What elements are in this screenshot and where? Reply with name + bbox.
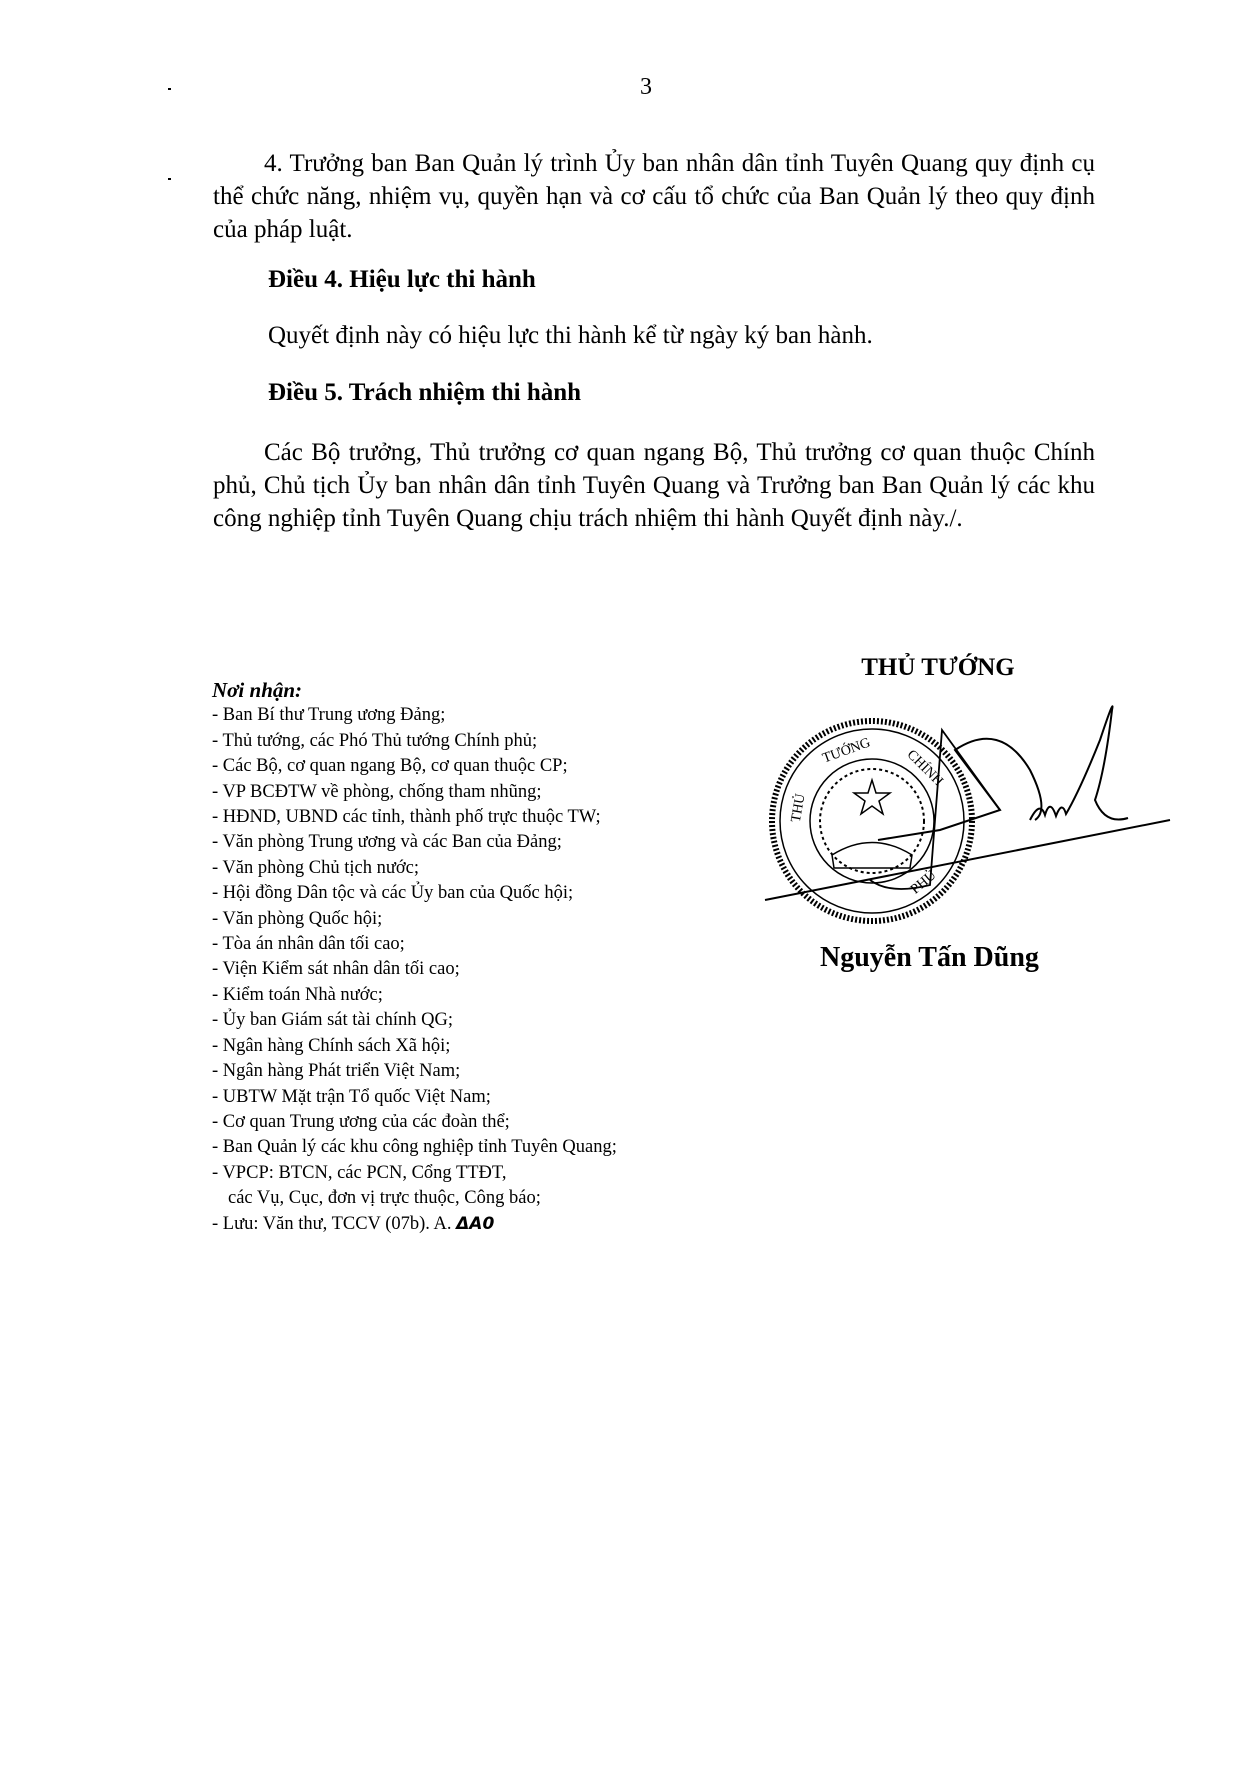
list-item-continuation: các Vụ, Cục, đơn vị trực thuộc, Công báo; [228, 1188, 541, 1209]
list-item: - VP BCĐTW về phòng, chống tham nhũng; [212, 781, 542, 802]
archive-text: - Lưu: Văn thư, TCCV (07b). A. [212, 1213, 452, 1234]
paragraph-item-4 [213, 147, 1095, 246]
svg-text:THỦ: THỦ [788, 792, 809, 824]
list-item: - Cơ quan Trung ương của các đoàn thể; [212, 1111, 510, 1132]
recipients-list [212, 678, 617, 1237]
list-item: - UBTW Mặt trận Tổ quốc Việt Nam; [212, 1086, 491, 1107]
svg-text:TƯỚNG: TƯỚNG [820, 735, 873, 767]
paragraph-text: Các Bộ trưởng, Thủ trưởng cơ quan ngang Bộ, Thủ trưởng cơ quan thuộc Chính phủ, Chủ tịch Ủy ban nhân dân tỉnh Tuyên Quang và Trưởng ban Ban Quản lý các khu công nghiệp tỉnh Tuyên Quang chịu trách nhiệm thi hành Quyết định này./. [213, 439, 1095, 532]
signer-title: THỦ TƯỚNG [861, 654, 1015, 681]
signer-name: Nguyễn Tấn Dũng [820, 942, 1039, 973]
official-seal-and-signature [760, 690, 1180, 955]
list-item: - Hội đồng Dân tộc và các Ủy ban của Quốc hội; [212, 883, 574, 904]
page-number: 3 [640, 74, 652, 100]
handwritten-initials: ΔA0 [456, 1213, 495, 1234]
article-5-paragraph [213, 436, 1095, 535]
list-item: - Văn phòng Trung ương và các Ban của Đảng; [212, 832, 562, 853]
article-4-text: Quyết định này có hiệu lực thi hành kể từ ngày ký ban hành. [268, 322, 873, 349]
list-item: - Ban Bí thư Trung ương Đảng; [212, 705, 446, 726]
list-item: - VPCP: BTCN, các PCN, Cổng TTĐT, [212, 1162, 507, 1183]
list-item: - Ngân hàng Chính sách Xã hội; [212, 1035, 451, 1056]
list-item: - Thủ tướng, các Phó Thủ tướng Chính phủ; [212, 730, 538, 751]
list-item-archive [212, 1212, 617, 1237]
article-4-heading: Điều 4. Hiệu lực thi hành [268, 266, 536, 293]
list-item: - Văn phòng Quốc hội; [212, 908, 383, 929]
paragraph-text: 4. Trưởng ban Ban Quản lý trình Ủy ban nhân dân tỉnh Tuyên Quang quy định cụ thể chức năng, nhiệm vụ, quyền hạn và cơ cấu tổ chức của Ban Quản lý theo quy định của pháp luật. [213, 150, 1095, 243]
article-5-heading: Điều 5. Trách nhiệm thi hành [268, 379, 582, 406]
list-item: - Ban Quản lý các khu công nghiệp tỉnh Tuyên Quang; [212, 1137, 617, 1158]
list-item: - Kiểm toán Nhà nước; [212, 984, 383, 1005]
list-item: - Văn phòng Chủ tịch nước; [212, 857, 420, 878]
recipients-heading: Nơi nhận: [212, 678, 303, 702]
scan-speck [168, 178, 171, 180]
svg-text:PHỦ: PHỦ [908, 867, 940, 898]
svg-text:CHÍNH: CHÍNH [903, 747, 946, 790]
list-item: - Viện Kiểm sát nhân dân tối cao; [212, 959, 460, 980]
list-item: - Tòa án nhân dân tối cao; [212, 934, 405, 955]
list-item: - Ngân hàng Phát triển Việt Nam; [212, 1061, 461, 1082]
list-item: - Ủy ban Giám sát tài chính QG; [212, 1010, 453, 1031]
seal-icon [760, 690, 1180, 950]
scan-speck [168, 88, 171, 90]
list-item: - HĐND, UBND các tỉnh, thành phố trực thuộc TW; [212, 807, 601, 828]
list-item: - Các Bộ, cơ quan ngang Bộ, cơ quan thuộc CP; [212, 756, 568, 777]
